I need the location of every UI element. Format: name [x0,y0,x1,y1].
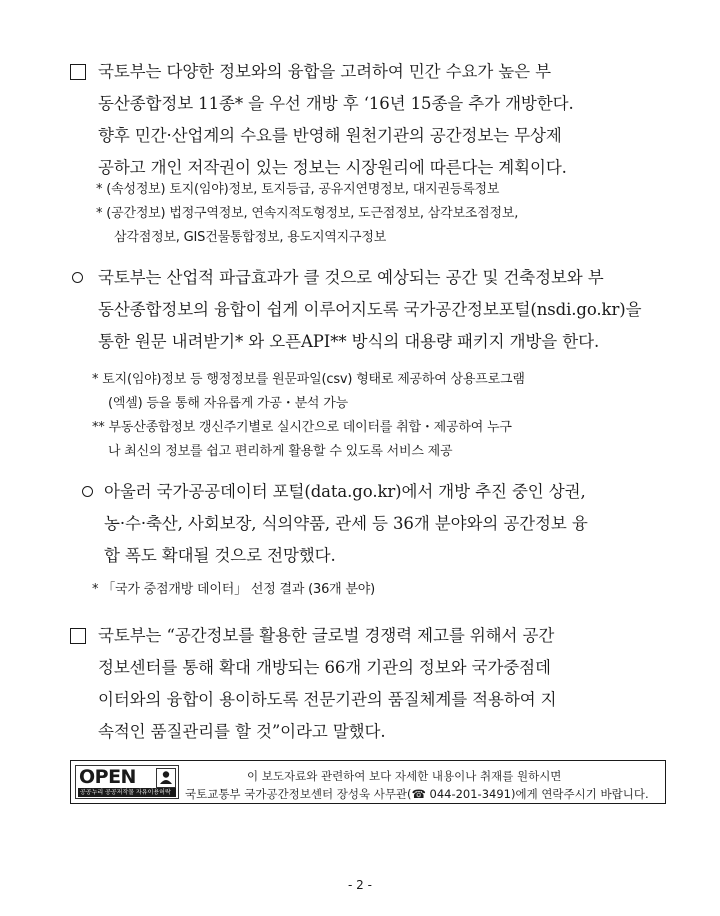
attribution-person-icon [156,768,176,788]
section-2 [70,262,650,362]
paragraph-line: 농·수·축산, 사회보장, 식의약품, 관세 등 36개 분야와의 공간정보 융 [104,514,588,533]
section-1 [70,56,650,196]
paragraph-line: 통한 원문 내려받기* 와 오픈API** 방식의 대용량 패키지 개방을 한다. [98,332,600,351]
contact-line-2: 국토교통부 국가공간정보센터 장성욱 사무관(☎ 044-201-3491)에게 연락주시기 바랍니다. [185,787,649,801]
paragraph-line: 공하고 개인 저작권이 있는 정보는 시장원리에 따른다는 계획이다. [98,158,567,177]
paragraph-line: 속적인 품질관리를 할 것”이라고 말했다. [98,722,386,741]
square-bullet-icon [70,64,86,80]
footnote: * (공간정보) 법정구역정보, 연속지적도형정보, 도근점정보, 삼각보조점정보, [96,206,519,221]
paragraph-line: 국토부는 산업적 파급효과가 클 것으로 예상되는 공간 및 건축정보와 부 [98,268,604,287]
footnote: 삼각점정보, GIS건물통합정보, 용도지역지구정보 [114,230,387,245]
footnote: ** 부동산종합정보 갱신주기별로 실시간으로 데이터를 취합・제공하여 누구 [92,420,512,435]
footnote: * 토지(임야)정보 등 행정정보를 원문파일(csv) 형태로 제공하여 상용프로그램 [92,372,525,387]
section-3 [70,476,650,576]
paragraph-line: 아울러 국가공공데이터 포털(data.go.kr)에서 개방 추진 중인 상권, [104,482,586,501]
contact-box [70,760,666,804]
footnote: (엑셀) 등을 통해 자유롭게 가공・분석 가능 [108,396,348,411]
paragraph-line: 향후 민간·산업계의 수요를 반영해 원천기관의 공간정보는 무상제 [98,126,562,145]
section-4 [70,620,650,750]
footnote: * 「국가 중점개방 데이터」 선정 결과 (36개 분야) [92,582,376,597]
footnote: 나 최신의 정보를 쉽고 편리하게 활용할 수 있도록 서비스 제공 [108,444,453,459]
open-logo-text: OPEN [79,766,136,788]
kogl-open-logo [75,765,179,799]
open-logo-subtitle: 공공누리 공공저작물 자유이용허락 [78,788,176,797]
paragraph-line: 국토부는 다양한 정보와의 융합을 고려하여 민간 수요가 높은 부 [98,62,551,81]
contact-line-1: 이 보도자료와 관련하여 보다 자세한 내용이나 취재를 원하시면 [247,769,562,783]
paragraph-line: 동산종합정보의 융합이 쉽게 이루어지도록 국가공간정보포털(nsdi.go.kr)을 [98,300,642,319]
footnote: * (속성정보) 토지(임야)정보, 토지등급, 공유지연명정보, 대지권등록정보 [96,182,500,197]
paragraph-line: 합 폭도 확대될 것으로 전망했다. [104,546,336,565]
circle-bullet-icon [82,486,93,497]
paragraph-line: 국토부는 “공간정보를 활용한 글로벌 경쟁력 제고를 위해서 공간 [98,626,555,645]
paragraph-line: 이터와의 융합이 용이하도록 전문기관의 품질체계를 적용하여 지 [98,690,557,709]
paragraph-line: 동산종합정보 11종* 을 우선 개방 후 ‘16년 15종을 추가 개방한다. [98,94,574,113]
square-bullet-icon [70,628,86,644]
page-number: - 2 - [348,878,372,892]
paragraph-line: 정보센터를 통해 확대 개방되는 66개 기관의 정보와 국가중점데 [98,658,551,677]
circle-bullet-icon [72,272,83,283]
